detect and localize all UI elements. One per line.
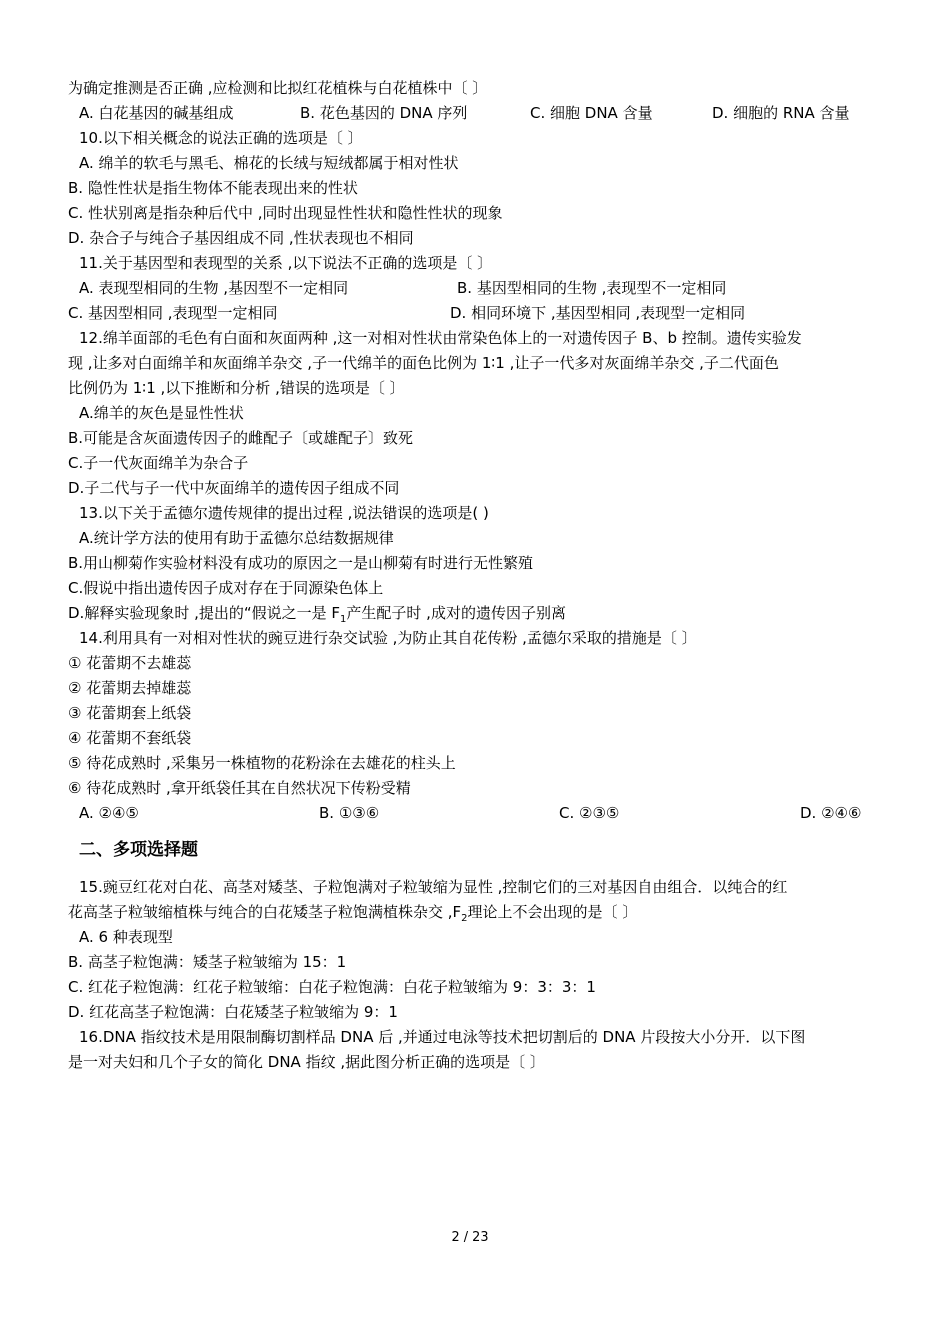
q13-option-a: A.统计学方法的使用有助于孟德尔总结数据规律	[79, 529, 394, 547]
q10-option-b: B. 隐性性状是指生物体不能表现出来的性状	[68, 179, 358, 197]
page-number: 2 / 23	[451, 1230, 489, 1245]
q14-option-c: C. ②③⑤	[559, 804, 620, 822]
q12-stem-line3: 比例仍为 1∶1 ,以下推断和分析 ,错误的选项是〔 〕	[68, 379, 405, 397]
q14-option-b: B. ①③⑥	[319, 804, 380, 822]
q9-option-b: B. 花色基因的 DNA 序列	[300, 104, 468, 122]
q13-option-b: B.用山柳菊作实验材料没有成功的原因之一是山柳菊有时进行无性繁殖	[68, 554, 534, 572]
q15-option-c: C. 红花子粒饱满：红花子粒皱缩：白花子粒饱满：白花子粒皱缩为 9：3：3：1	[68, 978, 596, 996]
q11-option-d: D. 相同环境下 ,基因型相同 ,表现型一定相同	[450, 304, 746, 322]
q10-option-c: C. 性状别离是指杂种后代中 ,同时出现显性性状和隐性性状的现象	[68, 204, 503, 222]
q13-option-d-part2: 产生配子时 ,成对的遗传因子别离	[346, 604, 566, 622]
q12-option-b: B.可能是含灰面遗传因子的雌配子〔或雄配子〕致死	[68, 429, 414, 447]
q9-stem-tail: 为确定推测是否正确 ,应检测和比拟红花植株与白花植株中〔 〕	[68, 79, 488, 97]
q13-option-d-part1: D.解释实验现象时 ,提出的“假说之一是 F	[68, 604, 341, 622]
q16-stem-line1: 16.DNA 指纹技术是用限制酶切割样品 DNA 后 ,并通过电泳等技术把切割后的 DNA 片段按大小分开．以下图	[79, 1028, 806, 1046]
q14-option-a: A. ②④⑤	[79, 804, 139, 822]
q11-stem: 11.关于基因型和表现型的关系 ,以下说法不正确的选项是〔 〕	[79, 254, 493, 272]
q15-stem-subscript: 2	[461, 913, 468, 924]
q10-option-a: A. 绵羊的软毛与黑毛、棉花的长绒与短绒都属于相对性状	[79, 154, 459, 172]
q14-item-3: ③ 花蕾期套上纸袋	[68, 704, 192, 722]
q12-stem-line1: 12.绵羊面部的毛色有白面和灰面两种 ,这一对相对性状由常染色体上的一对遗传因子 B、b 控制。遗传实验发	[79, 329, 802, 347]
q15-option-d: D. 红花高茎子粒饱满：白花矮茎子粒皱缩为 9：1	[68, 1003, 398, 1021]
q9-option-c: C. 细胞 DNA 含量	[530, 104, 653, 122]
q13-stem: 13.以下关于孟德尔遗传规律的提出过程 ,说法错误的选项是( )	[79, 504, 489, 522]
q13-option-d	[68, 603, 566, 623]
q14-option-d: D. ②④⑥	[800, 804, 862, 822]
q16-stem-line2: 是一对夫妇和几个子女的简化 DNA 指纹 ,据此图分析正确的选项是〔 〕	[68, 1053, 545, 1071]
q9-option-a: A. 白花基因的碱基组成	[79, 104, 234, 122]
q9-option-d: D. 细胞的 RNA 含量	[712, 104, 850, 122]
q14-item-2: ② 花蕾期去掉雄蕊	[68, 679, 192, 697]
q13-option-c: C.假说中指出遗传因子成对存在于同源染色体上	[68, 579, 384, 597]
q11-option-b: B. 基因型相同的生物 ,表现型不一定相同	[457, 279, 727, 297]
q11-option-c: C. 基因型相同 ,表现型一定相同	[68, 304, 278, 322]
q15-stem-line1: 15.豌豆红花对白花、高茎对矮茎、子粒饱满对子粒皱缩为显性 ,控制它们的三对基因自由组合．以纯合的红	[79, 878, 788, 896]
section-heading-multiple-choice: 二、多项选择题	[79, 840, 198, 860]
q15-stem-line2	[68, 902, 637, 922]
q10-stem: 10.以下相关概念的说法正确的选项是〔 〕	[79, 129, 363, 147]
q12-option-a: A.绵羊的灰色是显性性状	[79, 404, 244, 422]
q13-option-d-subscript: 1	[340, 614, 347, 625]
q15-option-b: B. 高茎子粒饱满：矮茎子粒皱缩为 15：1	[68, 953, 347, 971]
q12-option-c: C.子一代灰面绵羊为杂合子	[68, 454, 249, 472]
q14-item-6: ⑥ 待花成熟时 ,拿开纸袋任其在自然状况下传粉受精	[68, 779, 411, 797]
q12-stem-line2: 现 ,让多对白面绵羊和灰面绵羊杂交 ,子一代绵羊的面色比例为 1∶1 ,让子一代多对灰面绵羊杂交 ,子二代面色	[68, 354, 779, 372]
q14-item-1: ① 花蕾期不去雄蕊	[68, 654, 192, 672]
q15-stem-line2-part1: 花高茎子粒皱缩植株与纯合的白花矮茎子粒饱满植株杂交 ,F	[68, 903, 462, 921]
q15-option-a: A. 6 种表现型	[79, 928, 173, 946]
q14-stem: 14.利用具有一对相对性状的豌豆进行杂交试验 ,为防止其自花传粉 ,孟德尔采取的措施是〔 〕	[79, 629, 697, 647]
q15-stem-line2-part2: 理论上不会出现的是〔 〕	[467, 903, 638, 921]
q11-option-a: A. 表现型相同的生物 ,基因型不一定相同	[79, 279, 349, 297]
q14-item-5: ⑤ 待花成熟时 ,采集另一株植物的花粉涂在去雄花的柱头上	[68, 754, 456, 772]
q12-option-d: D.子二代与子一代中灰面绵羊的遗传因子组成不同	[68, 479, 400, 497]
q14-item-4: ④ 花蕾期不套纸袋	[68, 729, 192, 747]
q10-option-d: D. 杂合子与纯合子基因组成不同 ,性状表现也不相同	[68, 229, 414, 247]
